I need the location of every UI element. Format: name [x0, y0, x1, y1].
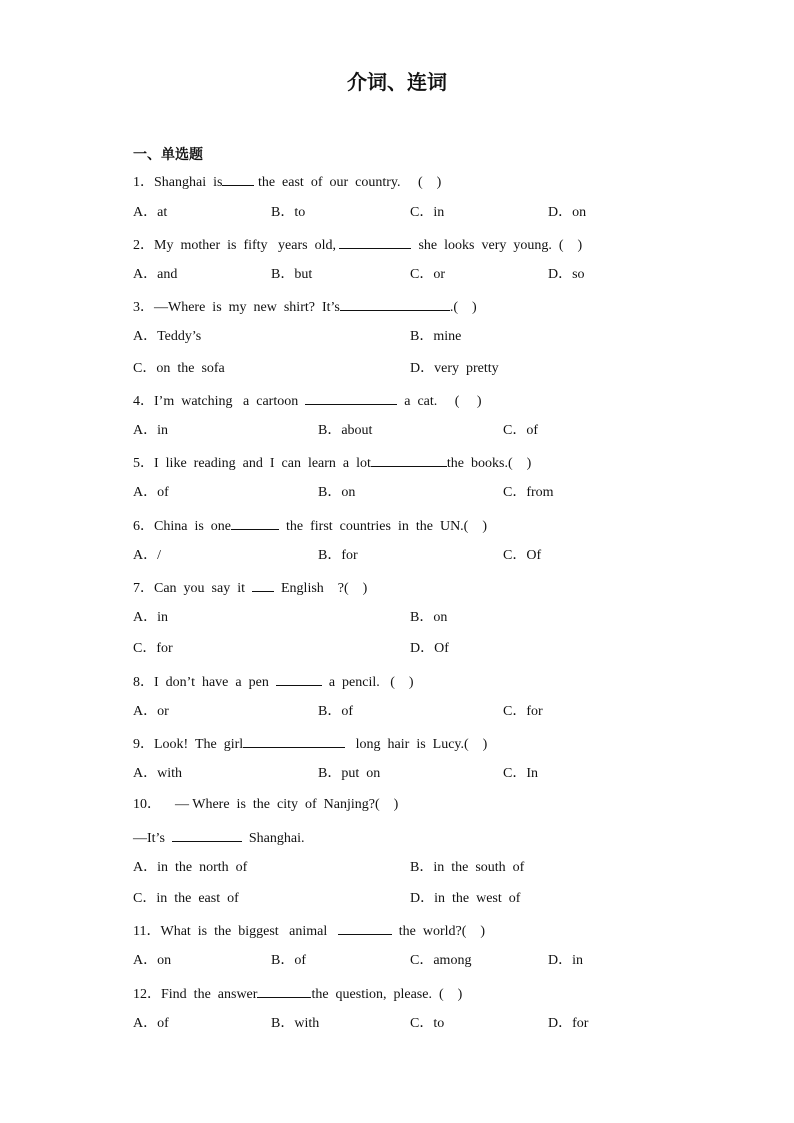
option-d: D．on — [548, 205, 587, 220]
question-10: 10． — Where is the city of Nanjing?( ) — [133, 797, 399, 812]
option-c: C．on the sofa — [133, 361, 225, 376]
option-a: A．and — [133, 267, 178, 282]
answer-blank — [252, 578, 274, 592]
option-c: C．of — [503, 423, 538, 438]
option-b: B．about — [318, 423, 373, 438]
question-11: 11．What is the biggest animal the world?( ) — [133, 921, 485, 941]
option-b: B．on — [318, 485, 356, 500]
option-b: B．for — [318, 548, 358, 563]
page-title: 介词、连词 — [347, 70, 447, 94]
option-a: A．at — [133, 205, 168, 220]
answer-blank — [257, 984, 311, 998]
option-c: C．among — [410, 953, 472, 968]
option-c: C．for — [133, 641, 173, 656]
option-a: A．or — [133, 704, 169, 719]
answer-blank — [339, 235, 411, 249]
option-c: C．from — [503, 485, 554, 500]
option-b: B．of — [318, 704, 353, 719]
option-b: B．mine — [410, 329, 462, 344]
option-b: B．in the south of — [410, 860, 525, 875]
option-c: C．in — [410, 205, 445, 220]
option-c: C．Of — [503, 548, 542, 563]
question-10-response: —It’s Shanghai. — [133, 828, 305, 848]
question-6: 6．China is one the first countries in the UN.( ) — [133, 516, 487, 536]
section-heading: 一、单选题 — [133, 147, 203, 163]
option-d: D．in — [548, 953, 583, 968]
answer-blank — [340, 297, 450, 311]
option-d: D．so — [548, 267, 585, 282]
option-d: D．very pretty — [410, 361, 499, 376]
option-a: A．in the north of — [133, 860, 248, 875]
option-a: A．/ — [133, 548, 161, 563]
option-c: C．for — [503, 704, 543, 719]
option-c: C．or — [410, 267, 445, 282]
answer-blank — [338, 921, 392, 935]
option-b: B．to — [271, 205, 306, 220]
option-d: D．Of — [410, 641, 449, 656]
option-b: B．put on — [318, 766, 381, 781]
option-a: A．with — [133, 766, 182, 781]
option-c: C．to — [410, 1016, 445, 1031]
question-4: 4．I’m watching a cartoon a cat. ( ) — [133, 391, 482, 411]
answer-blank — [276, 672, 322, 686]
question-5: 5．I like reading and I can learn a lot the books.( ) — [133, 453, 531, 473]
answer-blank — [222, 172, 254, 186]
answer-blank — [371, 453, 447, 467]
option-a: A．of — [133, 485, 169, 500]
answer-blank — [305, 391, 397, 405]
option-c: C．In — [503, 766, 538, 781]
option-b: B．on — [410, 610, 448, 625]
option-a: A．of — [133, 1016, 169, 1031]
option-a: A．on — [133, 953, 172, 968]
answer-blank — [243, 734, 345, 748]
option-a: A．in — [133, 423, 168, 438]
answer-blank — [231, 516, 279, 530]
question-3: 3．—Where is my new shirt? It’s .( ) — [133, 297, 477, 317]
option-b: B．but — [271, 267, 313, 282]
question-9: 9．Look! The girl long hair is Lucy.( ) — [133, 734, 487, 754]
answer-blank — [172, 828, 242, 842]
option-a: A．in — [133, 610, 168, 625]
option-c: C．in the east of — [133, 891, 239, 906]
question-1: 1．Shanghai is the east of our country. ( ) — [133, 172, 441, 192]
option-b: B．with — [271, 1016, 320, 1031]
question-8: 8．I don’t have a pen a pencil. ( ) — [133, 672, 414, 692]
question-2: 2．My mother is fifty years old, she looks very young. ( ) — [133, 235, 582, 255]
option-a: A．Teddy’s — [133, 329, 202, 344]
option-d: D．in the west of — [410, 891, 521, 906]
option-b: B．of — [271, 953, 306, 968]
question-12: 12．Find the answer the question, please. ( ) — [133, 984, 462, 1004]
option-d: D．for — [548, 1016, 589, 1031]
question-7: 7．Can you say it English ?( ) — [133, 578, 367, 598]
